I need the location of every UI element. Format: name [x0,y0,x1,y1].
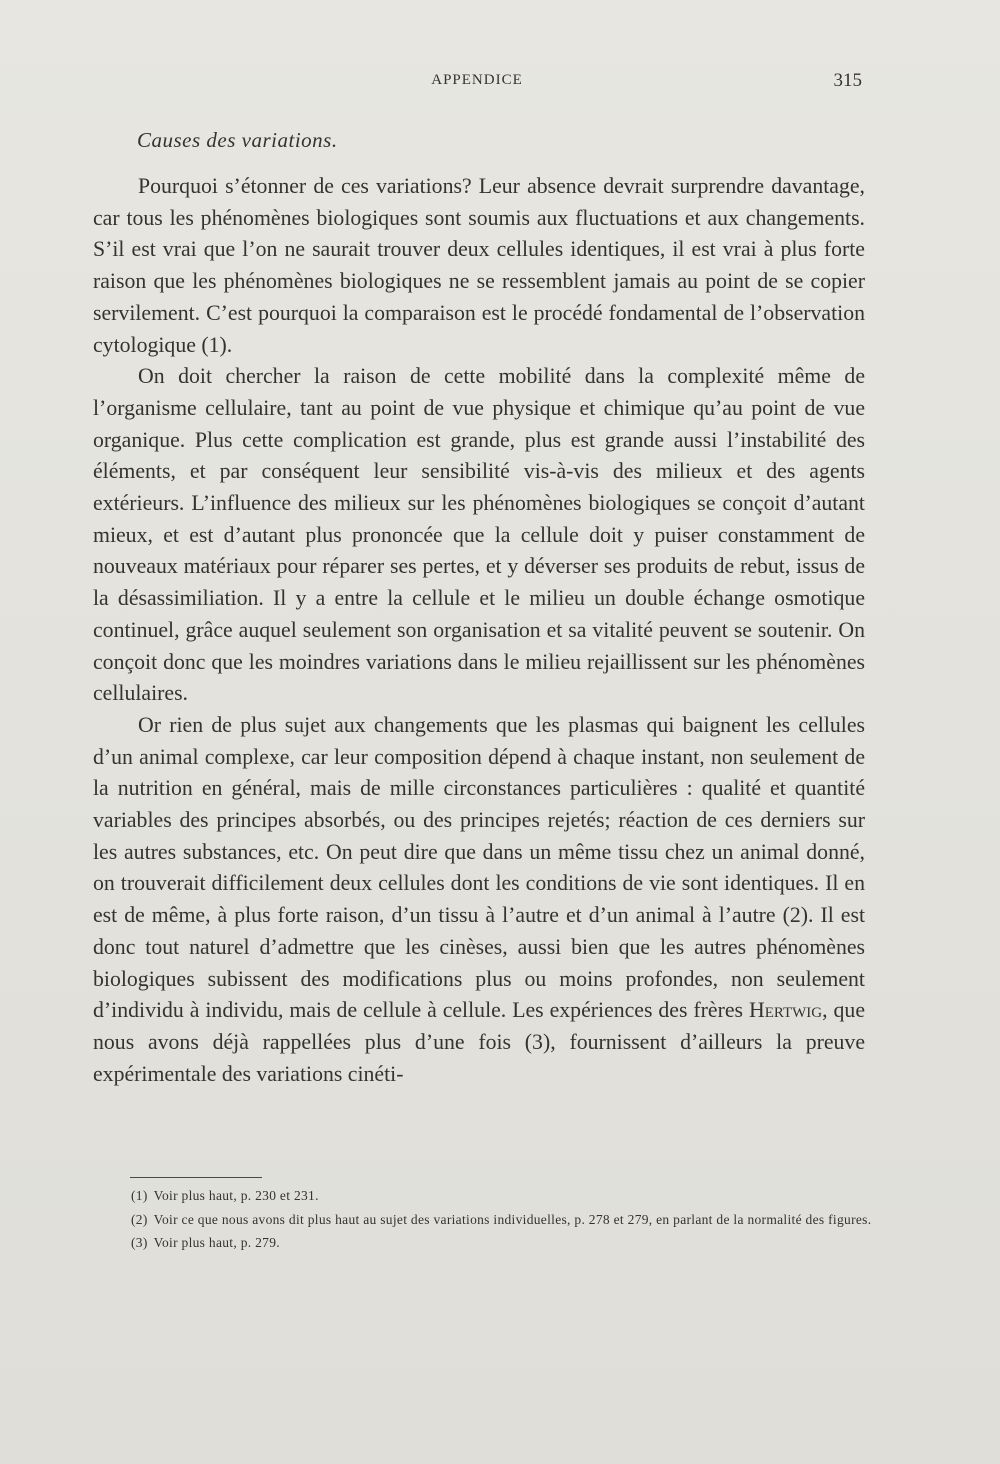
footnote-3 [93,1231,873,1255]
body-text [93,171,865,1090]
footnote-divider [130,1177,262,1178]
page-number: 315 [833,70,862,91]
footnote-text: Voir plus haut, p. 230 et 231. [153,1188,319,1203]
running-title: APPENDICE [431,72,523,88]
paragraph-2: On doit chercher la raison de cette mobilité dans la complexité même de l’organisme cellulaire, tant au point de vue physique et chimique qu’au point de vue organique. Plus cette complication est grande, plus est grande aussi l’instabilité des éléments, et par conséquent leur sensibilité vis-à-vis des milieux et des agents extérieurs. L’influence des milieux sur les phénomènes biologiques se conçoit d’autant mieux, et est d’autant plus prononcée que la cellule doit y puiser constamment de nouveaux matériaux pour réparer ses pertes, et y déverser ses produits de rebut, issus de la désassimiliation. Il y a entre la cellule et le milieu un double échange osmotique continuel, grâce auquel seulement son organisation et sa vitalité peuvent se soutenir. On conçoit donc que les moindres variations dans le milieu rejaillissent sur les phénomènes cellulaires. [93,364,865,706]
paragraph-3 [93,710,865,1090]
section-heading: Causes des variations. [137,128,338,152]
footnote-marker: (3) [131,1235,148,1250]
footnote-marker: (2) [131,1211,148,1227]
footnote-text: Voir plus haut, p. 279. [153,1235,280,1250]
footnotes [93,1184,873,1255]
paragraph-1: Pourquoi s’étonner de ces variations? Leur absence devrait surprendre davantage, car tous les phénomènes biologiques sont soumis aux fluctuations et aux changements. S’il est vrai que l’on ne saurait trouver deux cellules identiques, il est vrai à plus forte raison que les phénomènes biologiques ne se ressemblent jamais au point de se copier servilement. C’est pourquoi la comparaison est le procédé fondamental de l’observation cytologique (1). [93,174,865,357]
author-name-hertwig: Hertwig [748,998,823,1023]
paragraph-3-text-before: Or rien de plus sujet aux changements que les plasmas qui baignent les cellules d’un animal complexe, car leur composition dépend à chaque instant, non seulement de la nutrition en général, mais de mille circonstances particulières : qualité et quantité variables des principes absorbés, ou des principes rejetés; réaction de ces derniers sur les autres substances, etc. On peut dire que dans un même tissu chez un animal donné, on trouverait difficilement deux cellules dont les conditions de vie sont identiques. Il en est de même, à plus forte raison, d’un tissu à l’autre et d’un animal à l’autre (2). Il est donc tout naturel d’admettre que les cinèses, aussi bien que les autres phénomènes biologiques subissent des modifications plus ou moins profondes, non seulement d’individu à individu, mais de cellule à cellule. Les expériences des frères [93,712,865,1023]
footnote-2 [93,1208,873,1232]
footnote-text: Voir ce que nous avons dit plus haut au sujet des variations individuelles, p. 278 et 279, en parlant de la normalité des figures. [153,1211,872,1227]
footnote-1 [93,1184,873,1208]
paragraph-3-text-after: , que nous avons déjà rappellées plus d’une fois (3), fournissent d’ailleurs la preuve expérimentale des variations cinéti- [93,998,865,1086]
footnote-marker: (1) [131,1188,148,1203]
running-head [92,70,862,94]
